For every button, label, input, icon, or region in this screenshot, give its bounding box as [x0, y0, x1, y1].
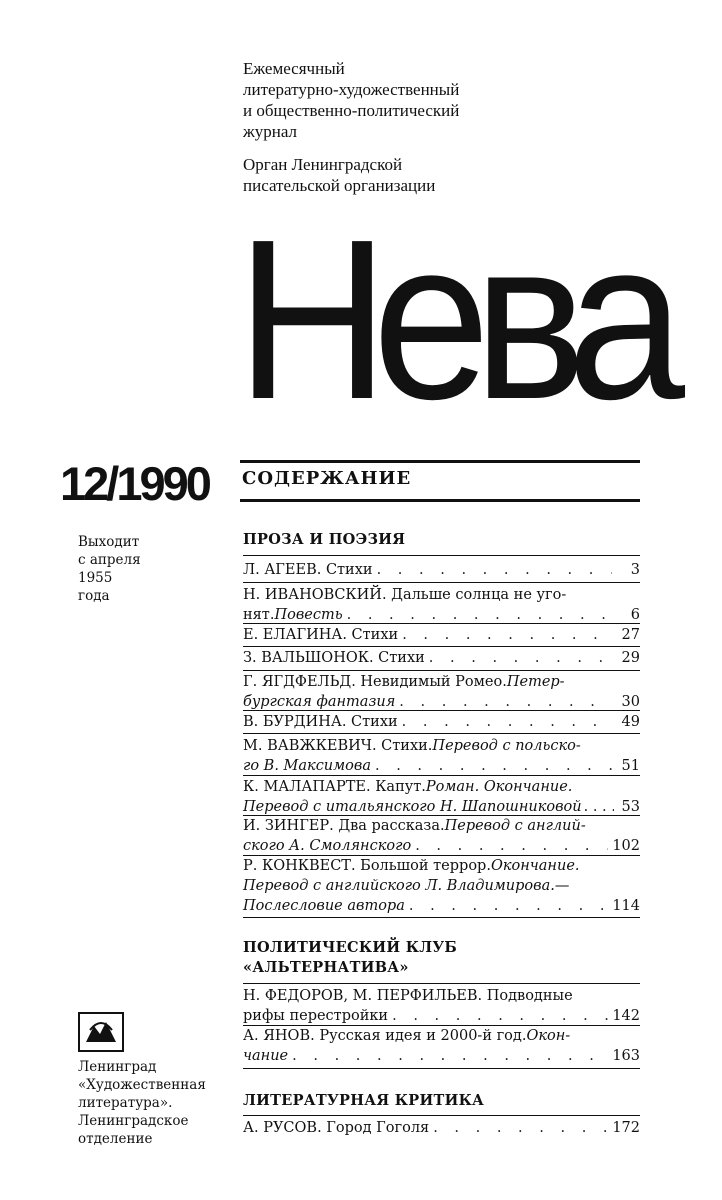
- page-number: 3: [630, 562, 640, 578]
- toc-entry: М. ВАВЖКЕВИЧ. Стихи. Перевод с польско- го В. Максимова . . . 51: [243, 736, 640, 776]
- section-title-prose: ПРОЗА И ПОЭЗИЯ: [243, 531, 406, 548]
- journal-organ: Орган Ленинградской писательской организации: [243, 155, 436, 195]
- toc-entry: Н. ИВАНОВСКИЙ. Дальше солнца не уго- нят. Повесть . . . 6: [243, 585, 640, 625]
- entry-divider: [243, 582, 640, 583]
- toc-entry: А. РУСОВ. Город Гоголя . . . 172: [243, 1118, 640, 1138]
- entry-divider: [243, 670, 640, 671]
- publisher-info: Ленинград «Художественная литература». Ленинградское отделение: [78, 1059, 206, 1147]
- page-number: 29: [621, 650, 640, 666]
- section-end-rule: [243, 1068, 640, 1069]
- page-number: 49: [621, 714, 640, 730]
- toc-entry: Г. ЯГДФЕЛЬД. Невидимый Ромео. Петер- бургская фантазия . . . 30: [243, 672, 640, 712]
- page-number: 142: [612, 1008, 640, 1024]
- entry-divider: [243, 646, 640, 647]
- journal-description: Ежемесячный литературно-художественный и общественно-политический журнал: [243, 59, 460, 141]
- publication-since: Выходит с апреля 1955 года: [78, 534, 141, 604]
- publisher-logo-icon: [78, 1012, 124, 1052]
- page-number: 172: [612, 1120, 640, 1136]
- page-number: 114: [612, 898, 640, 914]
- section-title-critique: ЛИТЕРАТУРНАЯ КРИТИКА: [243, 1092, 485, 1109]
- issue-number: 12/1990: [60, 457, 209, 510]
- contents-bottom-rule: [240, 499, 640, 502]
- section-title-political: ПОЛИТИЧЕСКИЙ КЛУБ «АЛЬТЕРНАТИВА»: [243, 939, 458, 976]
- toc-entry: Л. АГЕЕВ. Стихи . . . 3: [243, 560, 640, 580]
- toc-entry: К. МАЛАПАРТЕ. Капут. Роман. Окончание. Перевод с итальянского Н. Шапошниковой . . . 53: [243, 777, 640, 817]
- page-number: 30: [621, 694, 640, 710]
- page-number: 163: [612, 1048, 640, 1064]
- page-number: 6: [630, 607, 640, 623]
- section-rule-prose: [243, 555, 640, 556]
- toc-entry: А. ЯНОВ. Русская идея и 2000-й год. Окон- чание . . . 163: [243, 1026, 640, 1066]
- entry-divider: [243, 733, 640, 734]
- section-rule-critique: [243, 1115, 640, 1116]
- entry-divider: [243, 775, 640, 776]
- toc-entry: Н. ФЕДОРОВ, М. ПЕРФИЛЬЕВ. Подводные рифы перестройки . . . 142: [243, 986, 640, 1026]
- section-end-rule: [243, 917, 640, 918]
- entry-divider: [243, 623, 640, 624]
- toc-entry: В. БУРДИНА. Стихи . . . 49: [243, 712, 640, 732]
- page-number: 102: [612, 838, 640, 854]
- masthead-title: Нева: [236, 193, 669, 447]
- toc-entry: Е. ЕЛАГИНА. Стихи . . . 27: [243, 625, 640, 645]
- page-number: 51: [621, 758, 640, 774]
- entry-divider: [243, 710, 640, 711]
- header-description-block: [243, 58, 663, 208]
- contents-title: СОДЕРЖАНИЕ: [242, 468, 412, 489]
- page-number: 27: [621, 627, 640, 643]
- contents-top-rule: [240, 460, 640, 463]
- section-rule-political: [243, 983, 640, 984]
- toc-entry: З. ВАЛЬШОНОК. Стихи . . . 29: [243, 648, 640, 668]
- toc-entry: Р. КОНКВЕСТ. Большой террор. Окончание. Перевод с английского Л. Владимирова.— Послесловие автора . . . 114: [243, 856, 640, 916]
- toc-entry: И. ЗИНГЕР. Два рассказа. Перевод с англий- ского А. Смолянского . . . 102: [243, 816, 640, 856]
- page-number: 53: [621, 799, 640, 815]
